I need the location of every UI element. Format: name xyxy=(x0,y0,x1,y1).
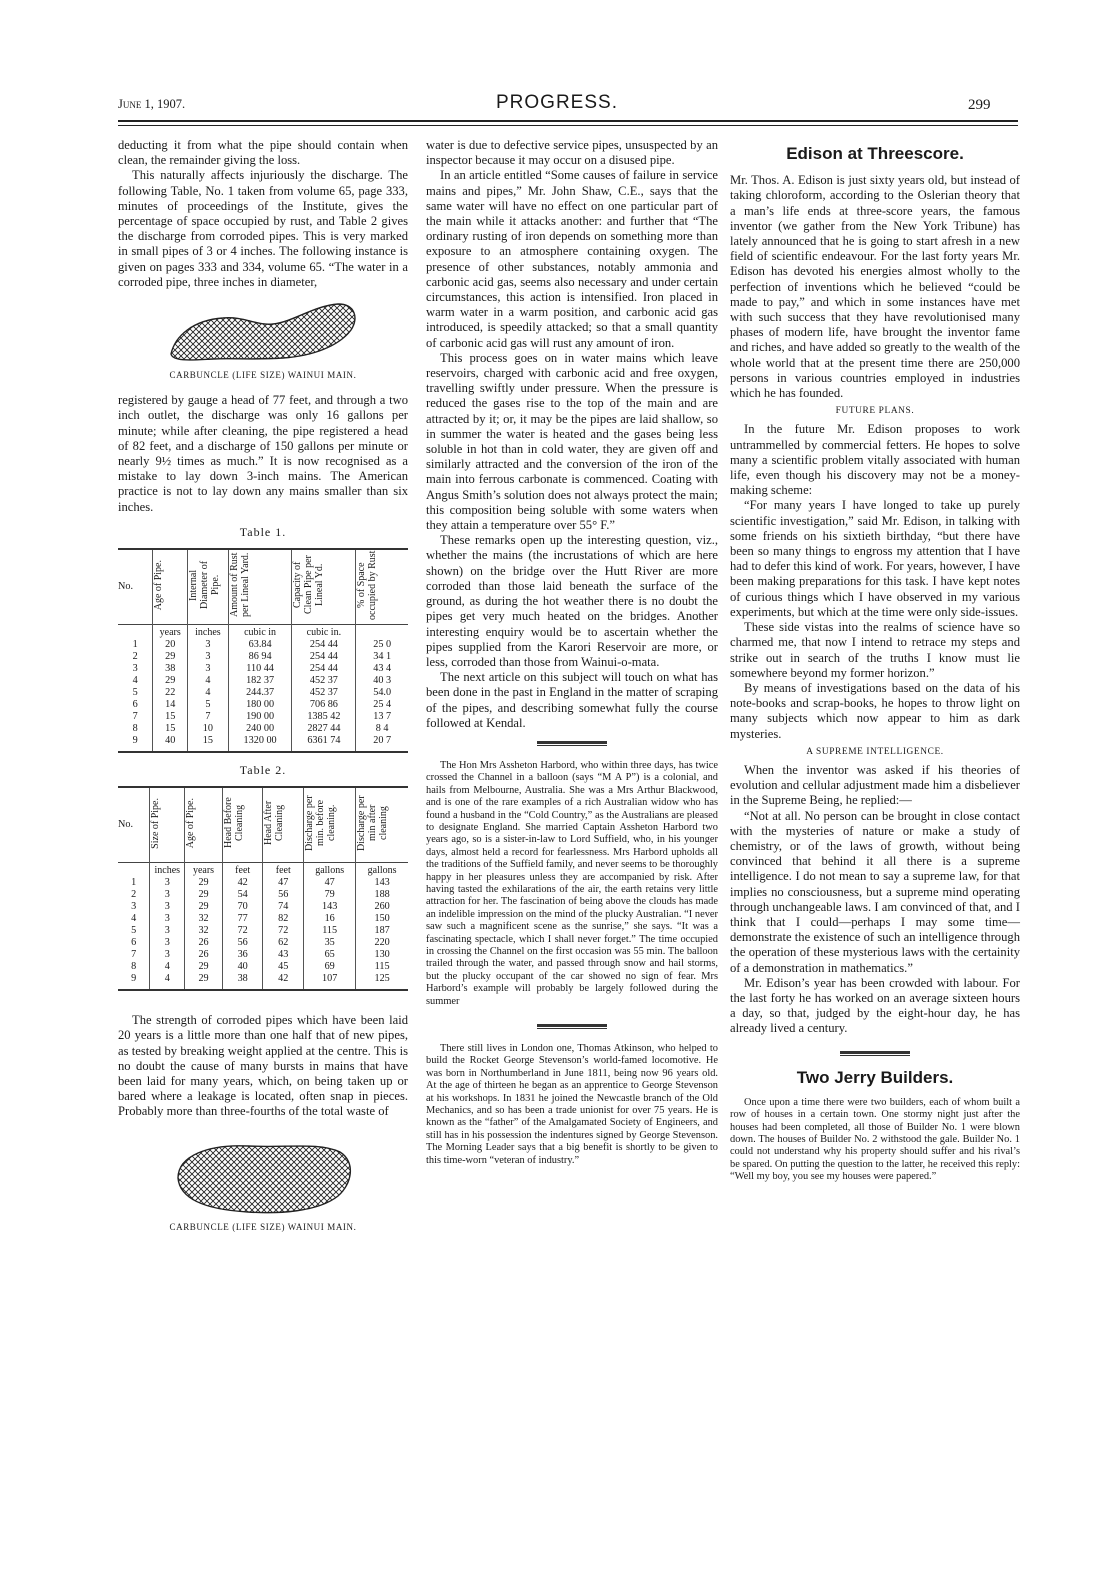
header-title: PROGRESS. xyxy=(496,92,618,113)
table-cell: 3 xyxy=(150,889,185,901)
table-cell: 5 xyxy=(188,699,229,711)
figure-caption: CARBUNCLE (LIFE SIZE) WAINUI MAIN. xyxy=(169,370,357,381)
table-cell: 452 37 xyxy=(292,687,356,699)
paragraph: When the inventor was asked if his theories of evolution and cellular adjustment made him a disbeliever in the Supreme Being, he replied:— xyxy=(730,762,1020,808)
table-cell: 143 xyxy=(356,877,408,889)
paragraph: deducting it from what the pipe should contain when clean, the remainder giving the loss. xyxy=(118,138,408,168)
table-cell: 26 xyxy=(185,949,223,961)
table-cell: 3 xyxy=(150,901,185,913)
table-row xyxy=(118,735,408,752)
table-row xyxy=(118,925,408,937)
table-cell: 63.84 xyxy=(228,639,292,651)
header-date: June 1, 1907. xyxy=(118,97,186,111)
table-cell: 254 44 xyxy=(292,639,356,651)
table-cell: 107 xyxy=(304,973,356,990)
table-unit-cell xyxy=(118,863,150,878)
table-cell: 8 xyxy=(132,723,138,735)
paragraph: registered by gauge a head of 77 feet, and through a two inch outlet, the discharge was only 16 gallons per minute; while after cleaning, the pipe registered a head of 82 feet, and a discharge of 150 gallons per minute or nearly 9½ times as much.” It is now recognised as a mistake to lay down 3-inch mains. The American practice is not to lay down any mains smaller than six inches. xyxy=(118,393,408,514)
table-cell: 3 xyxy=(131,901,137,913)
paragraph: Mr. Thos. A. Edison is just sixty years old, but instead of taking chloroform, according to the Oslerian theory that a man’s life ends at three-score years, the famous inventor (we gather from the New York Tribune) has lately announced that he is going to start afresh in a new field of scientific endeavour. For the last forty years Mr. Edison has devoted his energies almost wholly to the perfection of inventions which he believed “could be made to pay,” and which in some instances have met with such success that they have revolutionised many phases of modern life, have brought the inventor fame and riches, and have added so greatly to the wealth of the whole world that at the present time there are 250,000 persons in various countries employed in industries which he has founded. xyxy=(730,173,1020,401)
paragraph: “For many years I have longed to take up purely scientific investigation,” said Mr. Edison, in talking with some friends on his sixtieth birthday, “but there have been so many things to engross my attention that I have had to defer this kind of work. For years, however, I have been making preparations for this task. I have kept notes of curious things which I have observed in my various experiments, but which at the time were only side-issues. xyxy=(730,498,1020,619)
table-cell: 254 44 xyxy=(292,663,356,675)
table-cell: 86 94 xyxy=(228,651,292,663)
table-cell: 4 xyxy=(132,675,138,687)
table-cell: 7 xyxy=(131,949,137,961)
table-cell: 5 xyxy=(132,687,138,699)
table-cell: 1 xyxy=(131,877,137,889)
paragraph: water is due to defective service pipes, unsuspected by an inspector because it may occur on a disused pipe. xyxy=(426,138,718,168)
table-cell: 9 xyxy=(131,973,137,985)
header-rule xyxy=(118,120,1018,122)
paragraph: This process goes on in water mains which leave reservoirs, charged with carbonic acid and free oxygen, travelling swiftly under pressure. When the pressure is reduced the gases rise to the top of the main and are attracted by it; or, it may be the pipes are laid shallow, so in summer the water is heated and the gases being less soluble in hot than in cold water, they are given off and similarly attracted and the conversion of the iron of the main into ferrous carbonate is commenced. Coating with Angus Smith’s solution does not always protect the main; this composition being soluble with some waters when they attain a temperature over 55° F.” xyxy=(426,350,718,533)
table-header: Capacity of Clean Pipe per Lineal Yd. xyxy=(292,555,326,615)
news-item-harbord: The Hon Mrs Assheton Harbord, who within three days, has twice crossed the Channel in a balloon (says “M A P”) is a colonial, and hails from Melbourne, Australia. She was a Mrs Arthur Blackwood, and is one of the rare examples of a rich Australian widow who has found a husband in the “Cold Country,” as the Australians are pleased to designate England. She married Captain Assheton Harbord two years ago, so is a sister-in-law to Lord Suffield, who, in his younger days, almost held a record for fearlessness. Mrs Harbord upholds all the traditions of the Suffield family, and never seems to be thoroughly happy in her pleasures unless they are accompanied by risk. After having tasted the exhilarations of the air, the earth retains very little attraction for her. The fascination of being above the clouds has made an indelible impression on the mind of the plucky Australian. “I never saw such a magnificent scene as the sunrise,” she says. “It was a fascinating spectacle, which I shall never forget.” The time occupied in crossing the Channel on the first occasion was 55 min. The balloon trailed through the water, and passed through snow and hail storms, but the plucky occupant of the car showed no sign of fear. Mrs Harbord’s example will probably be largely followed during the summer xyxy=(426,759,718,1007)
table-row xyxy=(118,913,408,925)
table-header: % of Space occupied by Rust xyxy=(356,550,379,620)
table-cell: 69 xyxy=(304,961,356,973)
table-cell: 54 xyxy=(222,889,263,901)
table-row xyxy=(118,699,408,711)
table-cell: 188 xyxy=(356,889,408,901)
table-2-title: Table 2. xyxy=(239,763,287,778)
table-unit-cell: cubic in. xyxy=(292,625,356,640)
table-cell: 3 xyxy=(132,663,138,675)
paragraph: These side vistas into the realms of science have so charmed me, that now I intend to retrace my steps and strike out in search of the truths I know must lie somewhere beyond my former horizon.” xyxy=(730,620,1020,680)
table-row xyxy=(118,937,408,949)
table-row xyxy=(118,639,408,651)
table-header: Size of Pipe. xyxy=(150,797,162,849)
section-divider xyxy=(840,1051,910,1056)
table-row xyxy=(118,723,408,735)
table-cell: 4 xyxy=(131,913,137,925)
table-units-row xyxy=(118,625,408,640)
table-cell: 7 xyxy=(132,711,138,723)
table-cell: 706 86 xyxy=(292,699,356,711)
table-cell: 32 xyxy=(185,925,223,937)
table-cell: 4 xyxy=(150,961,185,973)
paragraph: Once upon a time there were two builders, each of whom built a row of houses in a certain town. One stormy night just after the houses had been completed, all those of Builder No. 1 were blown down. The houses of Builder No. 2 withstood the gale. Builder No. 1 could not understand why his property should suffer and his rival’s be spared. On putting the question to the latter, he received this reply: “Well my boy, you see my houses were papered.” xyxy=(730,1096,1020,1183)
table-cell: 25 4 xyxy=(356,699,408,711)
table-cell: 4 xyxy=(188,675,229,687)
table-cell: 40 xyxy=(153,735,188,752)
paragraph: These remarks open up the interesting question, viz., whether the mains (the incrustations of which are here shown) on the bridge over the Hutt River are more corroded than those laid beneath the surface of the ground, as during the hot weather there is no doubt the pipes get very much heated on the bridges. Another interesting enquiry would be to ascertain whether the pipes supplied from the Karori Reservoir are more, or less, corroded than those from Wainui-o-mata. xyxy=(426,533,718,669)
table-cell: 260 xyxy=(356,901,408,913)
table-unit-cell: inches xyxy=(188,625,229,640)
table-header: Age of Pipe. xyxy=(185,798,197,849)
table-cell: 34 1 xyxy=(356,651,408,663)
table-2 xyxy=(118,786,408,991)
table-unit-cell: years xyxy=(185,863,223,878)
table-header: Discharge per min. before cleaning. xyxy=(304,795,338,852)
table-cell: 25 0 xyxy=(356,639,408,651)
table-unit-cell: years xyxy=(153,625,188,640)
table-cell: 72 xyxy=(222,925,263,937)
table-units-row xyxy=(118,863,408,878)
subheading: A SUPREME INTELLIGENCE. xyxy=(806,746,944,757)
table-cell: 29 xyxy=(185,889,223,901)
table-cell: 3 xyxy=(188,651,229,663)
table-cell: 143 xyxy=(304,901,356,913)
table-row xyxy=(118,651,408,663)
table-cell: 3 xyxy=(150,925,185,937)
table-cell: 29 xyxy=(153,651,188,663)
table-row xyxy=(118,949,408,961)
table-cell: 3 xyxy=(150,877,185,889)
table-cell: 254 44 xyxy=(292,651,356,663)
table-cell: 6 xyxy=(131,937,137,949)
table-cell: 20 xyxy=(153,639,188,651)
paragraph: The strength of corroded pipes which have been laid 20 years is a little more than one half that of new pipes, as tested by breaking weight applied at the centre. This is no doubt the cause of many bursts in mains that have been laid for many years, which, on being taken up or bared where a leakage is located, often snap in pieces. Probably more than three-fourths of the total waste of xyxy=(118,1013,408,1119)
table-cell: 6361 74 xyxy=(292,735,356,752)
table-header: Amount of Rust per Lineal Yard. xyxy=(228,552,251,618)
table-cell: 45 xyxy=(263,961,304,973)
table-unit-cell: feet xyxy=(263,863,304,878)
table-cell: 3 xyxy=(188,663,229,675)
paragraph: The next article on this subject will touch on what has been done in the past in England in the matter of scraping of the pipes, and describing somewhat fully the course followed at Kendal. xyxy=(426,670,718,730)
article-title: Two Jerry Builders. xyxy=(796,1067,954,1087)
table-cell: 62 xyxy=(263,937,304,949)
column-3 xyxy=(730,138,1020,1184)
table-header: Age of Pipe. xyxy=(153,559,165,611)
paragraph: In an article entitled “Some causes of failure in service mains and pipes,” Mr. John Shaw, C.E., says that the same water will have no effect on one particular part of the main while it attacks another: and further that “The ordinary rusting of iron depends on something more than exposure to an atmosphere containing oxygen. The presence of other substances, notably ammonia and carbonic acid gas, seems also necessary and under certain circumstances, this action is intensified. Iron placed in warm water in a warm position, and carbonic acid gas introduced, is speedily attacked; so that a small quantity of carbonic acid gas will rust any amount of iron. xyxy=(426,168,718,350)
table-row xyxy=(118,973,408,990)
table-cell: 9 xyxy=(132,735,138,747)
table-cell: 187 xyxy=(356,925,408,937)
table-unit-cell: feet xyxy=(222,863,263,878)
table-cell: 35 xyxy=(304,937,356,949)
table-cell: 15 xyxy=(188,735,229,752)
table-cell: 5 xyxy=(131,925,137,937)
table-cell: 77 xyxy=(222,913,263,925)
table-row xyxy=(118,889,408,901)
table-cell: 29 xyxy=(153,675,188,687)
table-cell: 15 xyxy=(153,723,188,735)
table-cell: 38 xyxy=(153,663,188,675)
table-row xyxy=(118,675,408,687)
table-cell: 79 xyxy=(304,889,356,901)
table-row xyxy=(118,877,408,889)
table-cell: 3 xyxy=(188,639,229,651)
table-cell: 115 xyxy=(356,961,408,973)
table-cell: 8 4 xyxy=(356,723,408,735)
table-cell: 43 4 xyxy=(356,663,408,675)
table-unit-cell xyxy=(356,625,408,640)
table-cell: 38 xyxy=(222,973,263,990)
table-cell: 452 37 xyxy=(292,675,356,687)
table-cell: 220 xyxy=(356,937,408,949)
table-cell: 3 xyxy=(150,937,185,949)
table-cell: 244.37 xyxy=(228,687,292,699)
table-cell: 150 xyxy=(356,913,408,925)
table-cell: 1 xyxy=(132,639,138,651)
table-cell: 2 xyxy=(132,651,138,663)
paragraph: In the future Mr. Edison proposes to work untrammelled by commercial fetters. He hopes to solve many a scientific problem vitally associated with human life, even though his discovery may not be a money-making scheme: xyxy=(730,422,1020,498)
carbuncle-illustration-2 xyxy=(168,1138,358,1218)
table-cell: 43 xyxy=(263,949,304,961)
table-cell: 74 xyxy=(263,901,304,913)
table-cell: 180 00 xyxy=(228,699,292,711)
table-cell: 125 xyxy=(356,973,408,990)
paragraph: By means of investigations based on the data of his note-books and scrap-books, he hopes to throw light on many subjects which now appear to him as dark mysteries. xyxy=(730,680,1020,741)
table-cell: 182 37 xyxy=(228,675,292,687)
table-header: Head After Cleaning xyxy=(263,801,286,846)
table-cell: 47 xyxy=(304,877,356,889)
table-cell: 3 xyxy=(150,913,185,925)
table-unit-cell: inches xyxy=(150,863,185,878)
table-cell: 72 xyxy=(263,925,304,937)
figure-caption: CARBUNCLE (LIFE SIZE) WAINUI MAIN. xyxy=(169,1221,357,1232)
table-cell: 16 xyxy=(304,913,356,925)
header-rule-thin xyxy=(118,125,1018,126)
table-cell: 36 xyxy=(222,949,263,961)
table-cell: 6 xyxy=(132,699,138,711)
table-row xyxy=(118,961,408,973)
table-header: Head Before Cleaning xyxy=(222,797,245,849)
table-row xyxy=(118,711,408,723)
table-cell: 29 xyxy=(185,877,223,889)
table-cell: 7 xyxy=(188,711,229,723)
table-cell: 20 7 xyxy=(356,735,408,752)
table-cell: 115 xyxy=(304,925,356,937)
table-cell: 29 xyxy=(185,973,223,990)
table-unit-cell: gallons xyxy=(356,863,408,878)
table-cell: 3 xyxy=(150,949,185,961)
table-header: Discharge per min after cleaning xyxy=(356,795,390,852)
table-row xyxy=(118,687,408,699)
paragraph: Mr. Edison’s year has been crowded with labour. For the last forty he has worked on an average sixteen hours a day, so that, judged by the eight-hour day, he has already lived a century. xyxy=(730,975,1020,1036)
table-cell: 70 xyxy=(222,901,263,913)
column-1 xyxy=(118,138,408,1245)
paragraph: This naturally affects injuriously the discharge. The following Table, No. 1 taken from volume 65, page 333, minutes of proceedings of the Institute, gives the percentage of space occupied by rust, and Table 2 gives the discharge from corroded pipes. This is very marked in small pipes of 3 or 4 inches. The following instance is given on pages 333 and 334, volume 65. “The water in a corroded pipe, three inches in diameter, xyxy=(118,168,408,289)
table-unit-cell: gallons xyxy=(304,863,356,878)
table-cell: 14 xyxy=(153,699,188,711)
table-cell: 2827 44 xyxy=(292,723,356,735)
table-cell: 82 xyxy=(263,913,304,925)
table-cell: 1385 42 xyxy=(292,711,356,723)
table-cell: 47 xyxy=(263,877,304,889)
news-item-atkinson: There still lives in London one, Thomas Atkinson, who helped to build the Rocket George Stevenson’s world-famed locomotive. He was born in Northumberland in June 1811, being now 96 years old. At the age of thirteen he began as an apprentice to George Stevenson at his workshops. In 1831 he joined the Newcastle branch of the Old Mechanics, and so has been a trade unionist for over 75 years. He is known as the “father” of the Amalgamated Society of Engineers, and still has in his possession the indentures signed by George Stevenson. The Morning Leader says that a big benefit is shortly to be given to this time-worn “veteran of industry.” xyxy=(426,1043,718,1166)
subheading: FUTURE PLANS. xyxy=(835,406,915,417)
table-1-title: Table 1. xyxy=(239,524,287,539)
table-cell: 4 xyxy=(150,973,185,990)
table-cell: 240 00 xyxy=(228,723,292,735)
table-cell: 13 7 xyxy=(356,711,408,723)
table-cell: 110 44 xyxy=(228,663,292,675)
table-unit-cell: cubic in xyxy=(228,625,292,640)
table-cell: 15 xyxy=(153,711,188,723)
table-header: Internal Diameter of Pipe. xyxy=(188,561,222,610)
article-title: Edison at Threescore. xyxy=(786,144,964,163)
table-cell: 1320 00 xyxy=(228,735,292,752)
table-row xyxy=(118,663,408,675)
table-cell: 10 xyxy=(188,723,229,735)
table-cell: 190 00 xyxy=(228,711,292,723)
table-cell: 42 xyxy=(263,973,304,990)
table-unit-cell xyxy=(118,625,153,640)
table-row xyxy=(118,901,408,913)
page-number: 299 xyxy=(968,97,991,113)
table-cell: 8 xyxy=(131,961,137,973)
section-divider xyxy=(537,1024,607,1029)
section-divider xyxy=(537,741,607,746)
table-cell: 22 xyxy=(153,687,188,699)
table-cell: 40 xyxy=(222,961,263,973)
table-header: No. xyxy=(118,581,133,593)
paragraph: “Not at all. No person can be brought in close contact with the mysteries of nature or make a study of chemistry, or of the laws of growth, without being convinced that behind it all there is a supreme intelligence. I do not mean to say a supreme law, for that implies no consciousness, but a supreme mind operating through unchangeable laws. I am convinced of that, and I think that I could—perhaps I may some time—demonstrate the existence of such an intelligence through the operation of these mysterious laws with the certainity of a demonstration in mathematics.” xyxy=(730,808,1020,975)
table-cell: 26 xyxy=(185,937,223,949)
table-cell: 29 xyxy=(185,961,223,973)
table-cell: 4 xyxy=(188,687,229,699)
column-2 xyxy=(426,138,718,1167)
table-header: No. xyxy=(118,819,133,831)
table-cell: 56 xyxy=(263,889,304,901)
table-cell: 65 xyxy=(304,949,356,961)
table-1 xyxy=(118,548,408,753)
table-cell: 32 xyxy=(185,913,223,925)
table-cell: 54.0 xyxy=(356,687,408,699)
carbuncle-illustration xyxy=(163,296,363,366)
table-cell: 42 xyxy=(222,877,263,889)
table-cell: 56 xyxy=(222,937,263,949)
table-cell: 29 xyxy=(185,901,223,913)
table-cell: 40 3 xyxy=(356,675,408,687)
table-cell: 2 xyxy=(131,889,137,901)
table-cell: 130 xyxy=(356,949,408,961)
